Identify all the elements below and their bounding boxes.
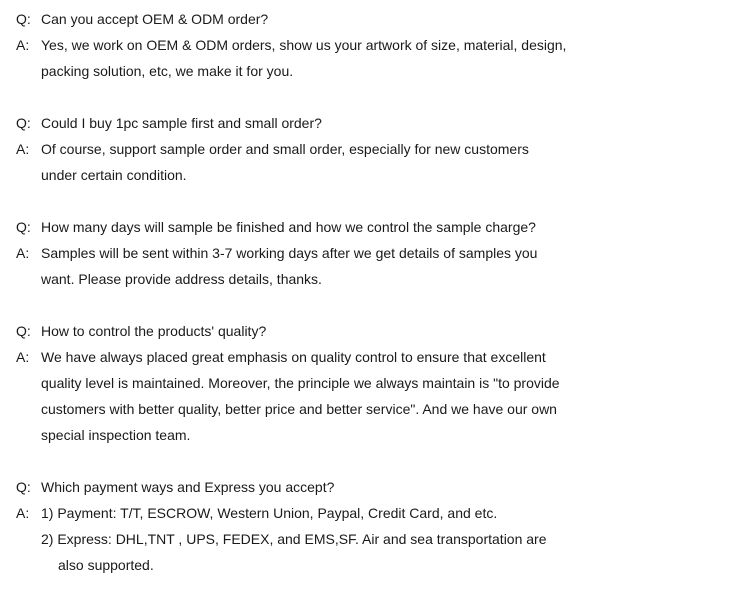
faq-5-answer-line-3: also supported.	[58, 557, 154, 573]
faq-3-answer-line-2: want. Please provide address details, thanks.	[41, 271, 322, 287]
spacer	[0, 188, 749, 214]
faq-5-question: Which payment ways and Express you accept?	[41, 479, 335, 495]
answer-tag: A:	[16, 349, 30, 365]
faq-2-answer-row-2	[0, 162, 749, 188]
faq-5-answer-row-2	[0, 526, 749, 552]
faq-2-answer-line-2: under certain condition.	[41, 167, 187, 183]
spacer	[0, 448, 749, 474]
faq-5-question-row	[0, 474, 749, 500]
question-tag: Q:	[16, 115, 31, 131]
faq-3-question: How many days will sample be finished and how we control the sample charge?	[41, 219, 536, 235]
faq-5-answer-line-1: 1) Payment: T/T, ESCROW, Western Union, Paypal, Credit Card, and etc.	[41, 505, 498, 521]
faq-4-answer-line-1: We have always placed great emphasis on quality control to ensure that excellent	[41, 349, 546, 365]
faq-1-answer-row	[0, 32, 749, 58]
answer-tag: A:	[16, 37, 30, 53]
faq-5-answer-row	[0, 500, 749, 526]
faq-4-answer-row-3	[0, 396, 749, 422]
faq-5-answer-row-3	[0, 552, 749, 578]
faq-1-answer-row-2	[0, 58, 749, 84]
answer-tag: A:	[16, 505, 30, 521]
question-tag: Q:	[16, 479, 31, 495]
faq-4-answer-line-3: customers with better quality, better price and better service". And we have our own	[41, 401, 557, 417]
faq-3-answer-row	[0, 240, 749, 266]
answer-tag: A:	[16, 141, 30, 157]
faq-4-answer-line-2: quality level is maintained. Moreover, the principle we always maintain is "to provide	[41, 375, 560, 391]
faq-4-question-row	[0, 318, 749, 344]
faq-1-question-row	[0, 6, 749, 32]
question-tag: Q:	[16, 11, 31, 27]
question-tag: Q:	[16, 219, 31, 235]
spacer	[0, 292, 749, 318]
faq-4-answer-row	[0, 344, 749, 370]
faq-4-answer-row-2	[0, 370, 749, 396]
faq-2-answer-line-1: Of course, support sample order and small order, especially for new customers	[41, 141, 529, 157]
faq-4-question: How to control the products' quality?	[41, 323, 267, 339]
faq-list	[0, 6, 749, 578]
spacer	[0, 84, 749, 110]
faq-4-answer-line-4: special inspection team.	[41, 427, 191, 443]
faq-1-answer-line-1: Yes, we work on OEM & ODM orders, show us your artwork of size, material, design,	[41, 37, 567, 53]
faq-2-question: Could I buy 1pc sample first and small order?	[41, 115, 322, 131]
faq-2-question-row	[0, 110, 749, 136]
faq-4-answer-row-4	[0, 422, 749, 448]
faq-5-answer-line-2: 2) Express: DHL,TNT , UPS, FEDEX, and EMS,SF. Air and sea transportation are	[41, 531, 547, 547]
faq-1-answer-line-2: packing solution, etc, we make it for you.	[41, 63, 294, 79]
faq-1-question: Can you accept OEM & ODM order?	[41, 11, 269, 27]
faq-3-question-row	[0, 214, 749, 240]
faq-2-answer-row	[0, 136, 749, 162]
faq-3-answer-line-1: Samples will be sent within 3-7 working days after we get details of samples you	[41, 245, 538, 261]
faq-3-answer-row-2	[0, 266, 749, 292]
question-tag: Q:	[16, 323, 31, 339]
answer-tag: A:	[16, 245, 30, 261]
